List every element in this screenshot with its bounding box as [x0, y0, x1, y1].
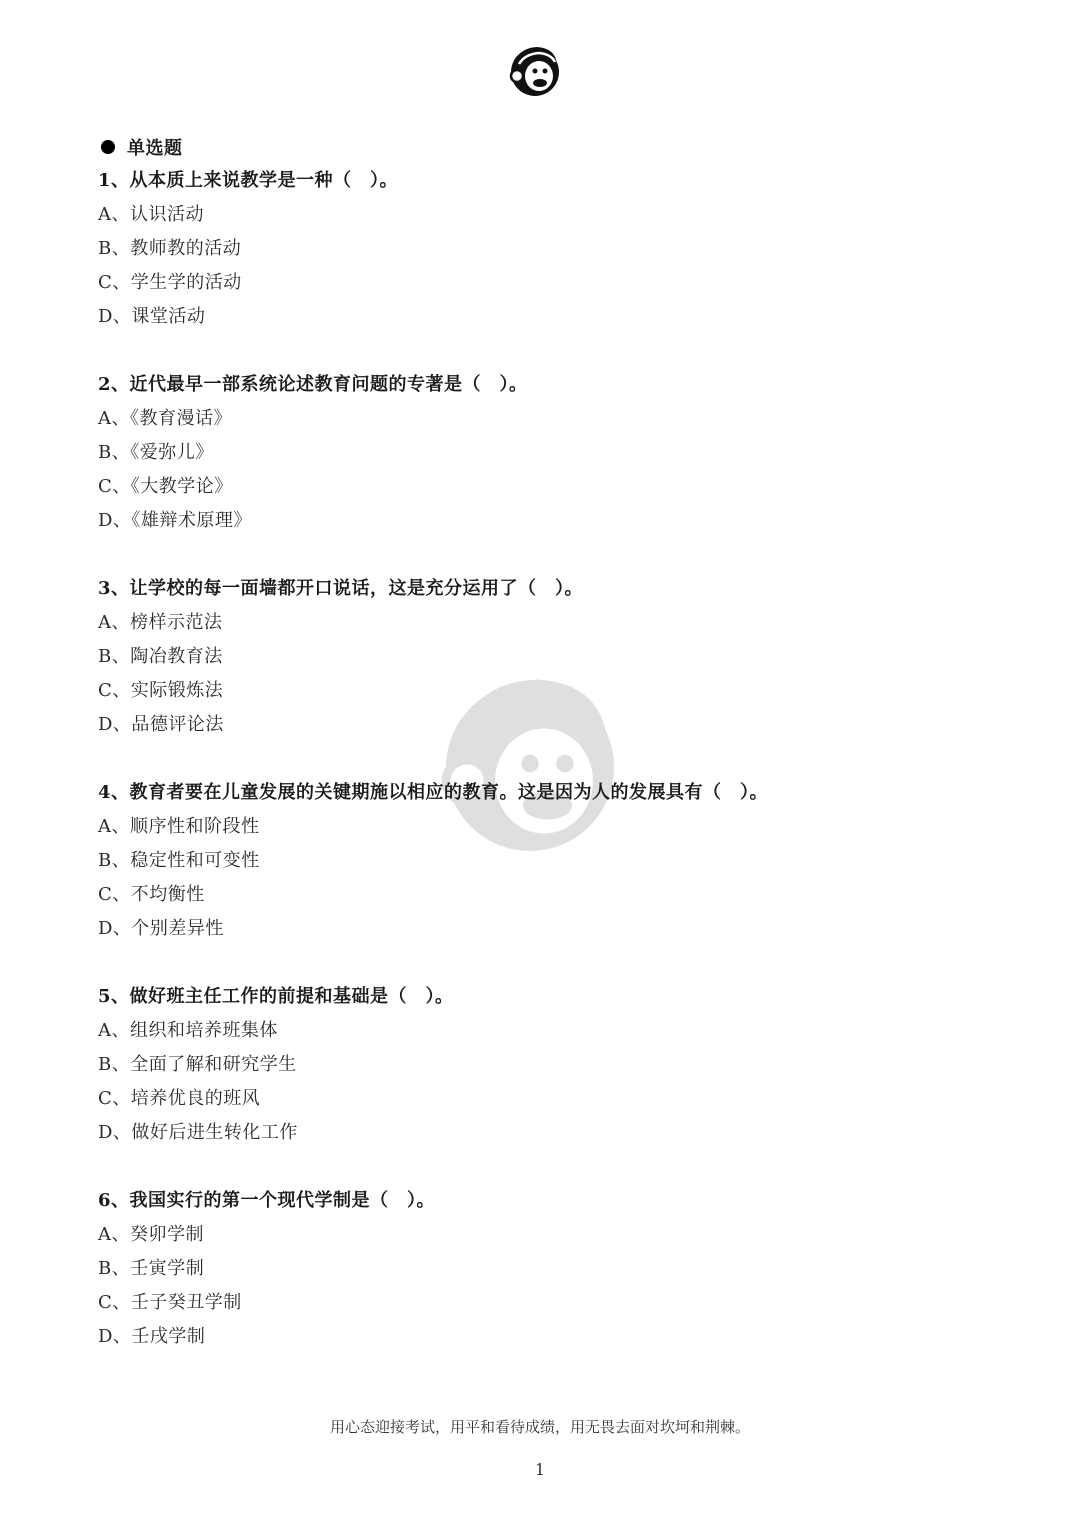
option-c: C、培养优良的班风 — [98, 1088, 261, 1109]
option-c: C、学生学的活动 — [98, 272, 242, 293]
option-c: C、不均衡性 — [98, 884, 205, 905]
question-item — [98, 980, 998, 1150]
option-b: B、全面了解和研究学生 — [98, 1054, 297, 1075]
option-a: A、组织和培养班集体 — [98, 1020, 278, 1041]
question-item — [98, 776, 998, 946]
question-title: 1、从本质上来说教学是一种（ ）。 — [98, 170, 399, 191]
question-item — [98, 1184, 998, 1354]
exam-content — [98, 130, 998, 1388]
question-title: 2、近代最早一部系统论述教育问题的专著是（ ）。 — [98, 374, 528, 395]
section-heading — [98, 130, 998, 164]
option-d: D、壬戌学制 — [98, 1326, 206, 1347]
footer-quote: 用心态迎接考试，用平和看待成绩，用无畏去面对坎坷和荆棘。 — [329, 1418, 750, 1436]
question-title: 6、我国实行的第一个现代学制是（ ）。 — [98, 1190, 436, 1211]
bullet-icon — [101, 140, 115, 154]
option-b: B、教师教的活动 — [98, 238, 242, 259]
question-title: 3、让学校的每一面墙都开口说话，这是充分运用了（ ）。 — [98, 578, 584, 599]
option-b: B、陶冶教育法 — [98, 646, 223, 667]
option-b: B、《爱弥儿》 — [98, 442, 214, 463]
section-title: 单选题 — [127, 138, 183, 159]
option-a: A、榜样示范法 — [98, 612, 223, 633]
option-a: A、癸卯学制 — [98, 1224, 204, 1245]
option-c: C、《大教学论》 — [98, 476, 233, 497]
page-number: 1 — [534, 1460, 546, 1479]
question-list — [98, 164, 998, 1354]
monkey-mascot-icon — [505, 40, 565, 100]
option-b: B、壬寅学制 — [98, 1258, 205, 1279]
option-d: D、课堂活动 — [98, 306, 206, 327]
option-c: C、壬子癸丑学制 — [98, 1292, 242, 1313]
question-item — [98, 368, 998, 538]
option-b: B、稳定性和可变性 — [98, 850, 260, 871]
option-d: D、《雄辩术原理》 — [98, 510, 252, 531]
question-title: 5、做好班主任工作的前提和基础是（ ）。 — [98, 986, 454, 1007]
option-d: D、做好后进生转化工作 — [98, 1122, 298, 1143]
option-a: A、顺序性和阶段性 — [98, 816, 260, 837]
option-c: C、实际锻炼法 — [98, 680, 224, 701]
option-a: A、认识活动 — [98, 204, 204, 225]
question-title: 4、教育者要在儿童发展的关键期施以相应的教育。这是因为人的发展具有（ ）。 — [98, 782, 769, 803]
option-d: D、个别差异性 — [98, 918, 224, 939]
option-a: A、《教育漫话》 — [98, 408, 232, 429]
option-d: D、品德评论法 — [98, 714, 224, 735]
question-item — [98, 572, 998, 742]
question-item — [98, 164, 998, 334]
